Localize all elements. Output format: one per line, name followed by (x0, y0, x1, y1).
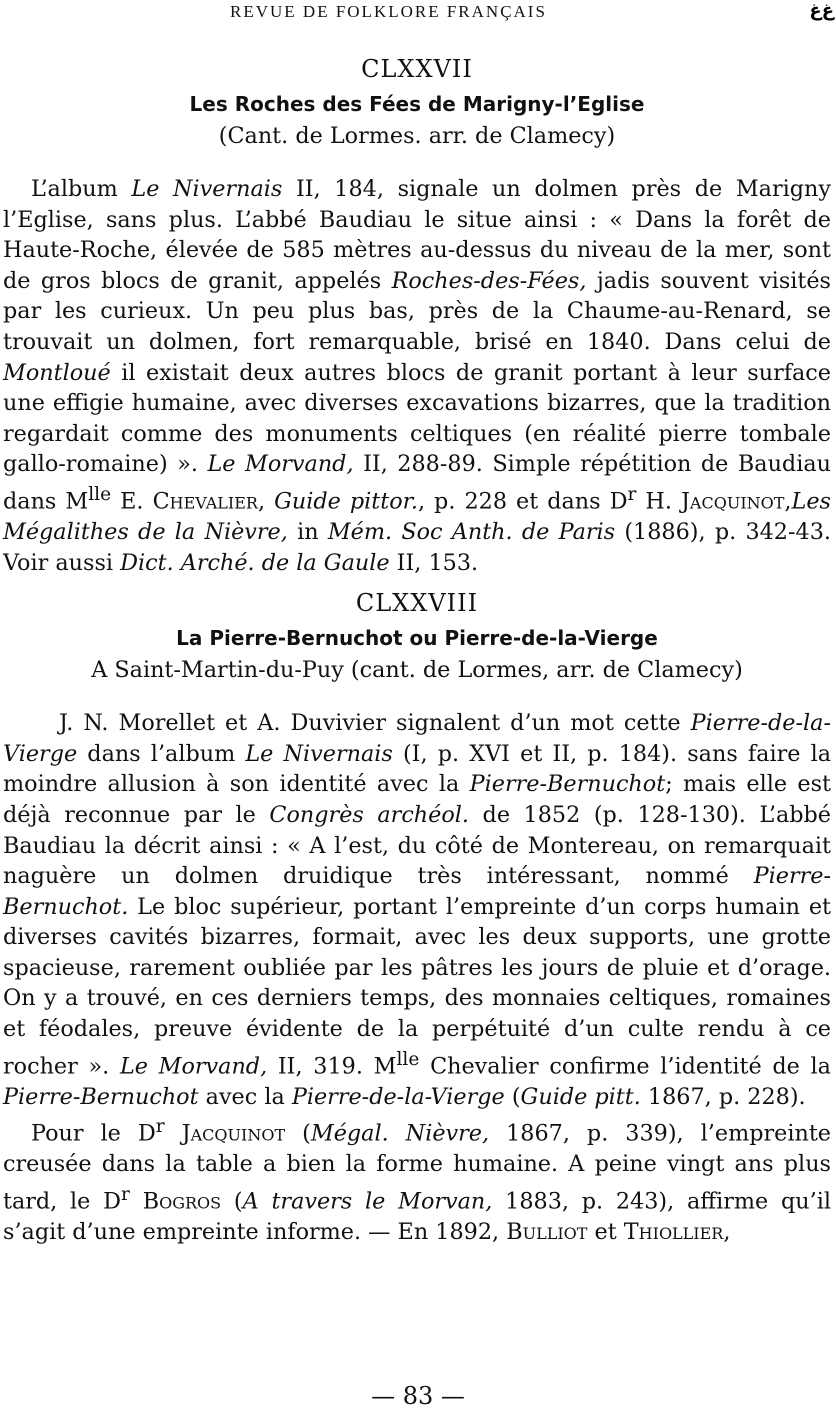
section-paragraph: L’album Le Nivernais II, 184, signale un dolmen près de Marigny l’Eglise, sans plus. L’abbé Baudiau le situe ainsi : « Dans la forêt de Haute-Roche, élevée de 585 mètres au-dessus du niveau de la mer, sont de gros blocs de granit, appelés Roches-des-Fées, jadis souvent visités par les curieux. Un peu plus bas, près de la Chaume-au-Renard, se trouvait un dolmen, fort remarquable, brisé en 1840. Dans celui de Montloué il existait deux autres blocs de granit portant à leur surface une effigie humaine, avec diverses excavations bizarres, que la tradition regardait comme des monuments celtiques (en réalité pierre tombale gallo-romaine) ». Le Morvand, II, 288-89. Simple répétition de Baudiau dans $M^{lle}$ E. Chevalier, Guide pittor., p. 228 et dans $D^r$ H. Jacquinot,Les Mégalithes de la Nièvre, in Mém. Soc Anth. de Paris (1886), p. 342-43. Voir aussi Dict. Arché. de la Gaule II, 153. (3, 176, 831, 576)
section-numeral: CLXXVIII (355, 589, 479, 618)
section-subtitle: A Saint-Martin-du-Puy (cant. de Lormes, arr. de Clamecy) (91, 657, 743, 684)
page-header (0, 0, 836, 26)
running-title: REVUE DE FOLKLORE FRANÇAIS (230, 2, 547, 21)
section-title: La Pierre-Bernuchot ou Pierre-de-la-Vierge (176, 626, 658, 651)
page-number: — 83 — (371, 1382, 465, 1410)
section-subtitle: (Cant. de Lormes. arr. de Clamecy) (218, 123, 616, 149)
page-corner-mark: ﻍﻍ (809, 0, 834, 21)
section-paragraph: Pour le $D^r$ Jacquinot (Mégal. Nièvre, 1867, p. 339), l’empreinte creusée dans la table a bien la forme humaine. A peine vingt ans plus tard, le $D^r$ Bogros (A travers le Morvan, 1883, p. 243), affirme qu’il s’agit d’une empreinte informe. — En 1892, Bulliot et Thiollier, (3, 1116, 831, 1245)
section-paragraph: J. N. Morellet et A. Duvivier signalent d’un mot cette Pierre-de-la-Vierge dans l’album Le Nivernais (I, p. XVI et II, p. 184). sans faire la moindre allusion à son identité avec la Pierre-Bernuchot; mais elle est déjà reconnue par le Congrès archéol. de 1852 (p. 128-130). L’abbé Baudiau la décrit ainsi : « A l’est, du côté de Montereau, on remarquait naguère un dolmen druidique très intéressant, nommé Pierre-Bernuchot. Le bloc supérieur, portant l’empreinte d’un corps humain et diverses cavités bizarres, formait, avec les deux supports, une grotte spacieuse, rarement oubliée par les pâtres les jours de pluie et d’orage. On y a trouvé, en ces derniers temps, des monnaies celtiques, romaines et féodales, preuve évidente de la perpétuité d’un culte rendu à ce rocher ». Le Morvand, II, 319. $M^{lle}$ Chevalier confirme l’identité de la Pierre-Bernuchot avec la Pierre-de-la-Vierge (Guide pitt. 1867, p. 228). (3, 710, 831, 1110)
page-body (3, 50, 831, 1248)
section-title: Les Roches des Fées de Marigny-l’Eglise (189, 92, 645, 116)
section-numeral: CLXXVII (361, 55, 473, 83)
